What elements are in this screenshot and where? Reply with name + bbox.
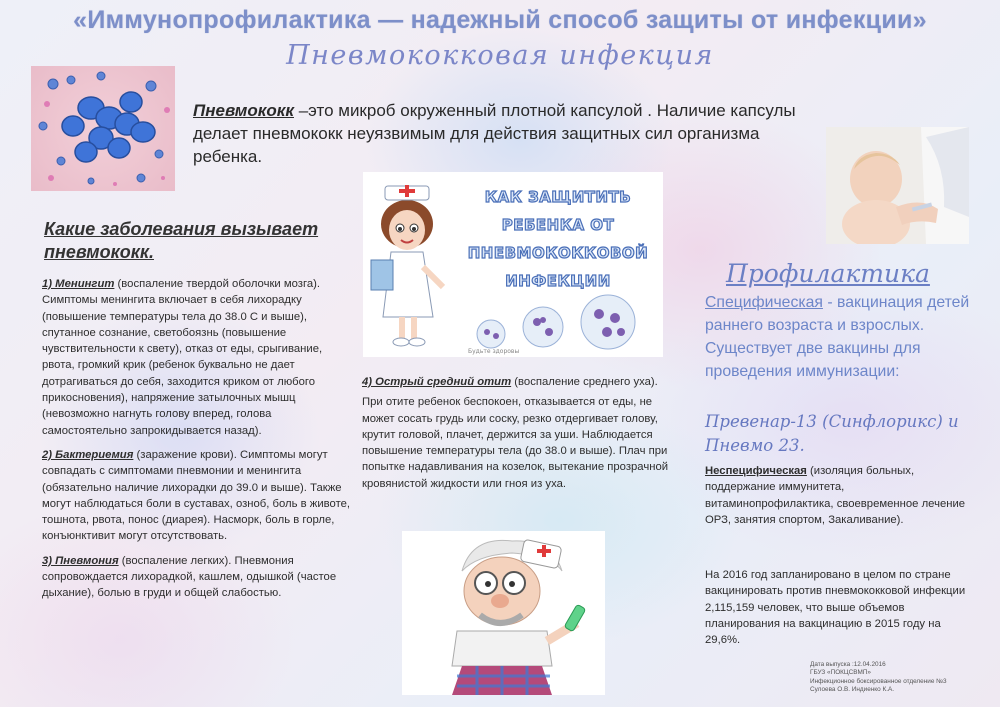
footer-line: Сулоева О.В. Индиенко К.А. (810, 686, 895, 694)
placard-line: ИНФЕКЦИИ (505, 272, 611, 290)
disease-description: (воспаление твердой оболочки мозга). Симптомы менингита включает в себя лихорадку (повышение температуры тела до 38.0 С и выше), спутанное сознание, светобоязнь (повышение чувствительности к свету), отказ от еды, срыгивание, рвота, громкий крик (ребенок буквально не дает дотрагиваться до себя, заходится криком от любого прикосновения), напряжение затылочных мышц (невозможно нагнуть голову вперед, голова самостоятельно запрокидывается назад). (42, 278, 323, 437)
footer-line: Инфекционное боксированное отделение №3 (810, 677, 947, 685)
nonspecific-text: (изоляция больных, поддержание иммунитета, витаминопрофилактика, своевременное лечение ОРЗ, занятия спортом, Закаливание). (705, 465, 966, 526)
bacteria-cells-illustration (477, 295, 635, 349)
pneumococcus-term: Пневмококк (193, 101, 294, 120)
footer-line: Дата выпуска :12.04.2016 (810, 661, 886, 668)
disease-description: (заражение крови). Симптомы могут совпадать с симптомами пневмонии и менингита (обязательно наличие лихорадки до 39.0 и выше). Также могут наблюдаться боли в суставах, озноб, боль в животе, тошнота, рвота, понос (диарея). Насморк, боль в горле, конъюнктивит могут отсутствовать. (42, 448, 351, 543)
vaccine-names: Превенар-13 (Синфлорикс) и Пневмо 23. (705, 412, 959, 455)
placard-caption: Будьте здоровы (468, 348, 520, 355)
placard-title (468, 188, 649, 290)
disease-name: 2) Бактериемия (42, 448, 134, 461)
vaccination-plan-text: На 2016 год запланировано в целом по стране вакцинировать против пневмококковой инфекции 2,115,159 человек, что выше объемов планирования на вакцинацию в 2015 году на 29,6%. (705, 569, 966, 647)
footer-credits (810, 661, 990, 695)
nurse-placard-illustration (363, 172, 663, 357)
disease-description: (воспаление среднего уха). (511, 376, 658, 388)
placard-line: КАК ЗАЩИТИТЬ (484, 188, 632, 206)
otitis-details: При отите ребенок беспокоен, отказывается от еды, не может сосать грудь или соску, резко отдергивает голову, крутит головой, плачет, держится за уши. Наблюдается повышение температуры тела (до 38.0 и выше). Плач при попытке надавливания на козелок, вытекание прозрачной кровянистой жидкости или гноя из уха. (362, 396, 669, 490)
disease-meningitis (42, 276, 357, 439)
baby-vaccination-photo (826, 127, 969, 244)
poster-subtitle: Пневмококковая инфекция (286, 40, 714, 71)
disease-name: 1) Менингит (42, 278, 115, 290)
pneumococcus-microscope-image (31, 66, 175, 191)
disease-description: (воспаление легких). Пневмония сопровождается лихорадкой, кашлем, одышкой (частое дыхание), болью в груди и общей слабостью. (42, 554, 337, 600)
disease-name: 4) Острый средний отит (362, 376, 512, 388)
specific-text: - вакцинация детей раннего возраста и взрослых. (705, 294, 970, 334)
disease-name: 3) Пневмония (42, 554, 119, 567)
poster-title: «Иммунопрофилактика — надежный способ защиты от инфекции» (73, 6, 927, 34)
nonspecific-prevention (705, 463, 970, 528)
doctor-cartoon-illustration (402, 531, 605, 695)
placard-line: ПНЕВМОКОККОВОЙ (467, 244, 649, 262)
disease-otitis (362, 374, 674, 500)
intro-paragraph (193, 99, 823, 168)
footer-line: ГБУЗ «ПОКЦСВМП» (810, 669, 871, 677)
nurse-figure (371, 185, 443, 346)
diseases-left-column (42, 276, 357, 610)
disease-pneumonia (42, 553, 357, 602)
diseases-heading: Какие заболевания вызывает пневмококк. (44, 219, 319, 262)
intro-text: –это микроб окруженный плотной капсулой . Наличие капсулы делает пневмококк неуязвимым для действия защитных сил организма ребенка. (193, 101, 796, 166)
specific-prevention (705, 291, 970, 383)
prevention-heading: Профилактика (726, 259, 930, 288)
disease-bacteremia (42, 447, 357, 545)
specific-label: Специфическая (705, 294, 823, 311)
placard-line: РЕБЕНКА ОТ (501, 216, 615, 234)
vaccines-intro: Существует две вакцины для проведения иммунизации: (705, 340, 921, 380)
nonspecific-label: Неспецифическая (705, 465, 807, 477)
